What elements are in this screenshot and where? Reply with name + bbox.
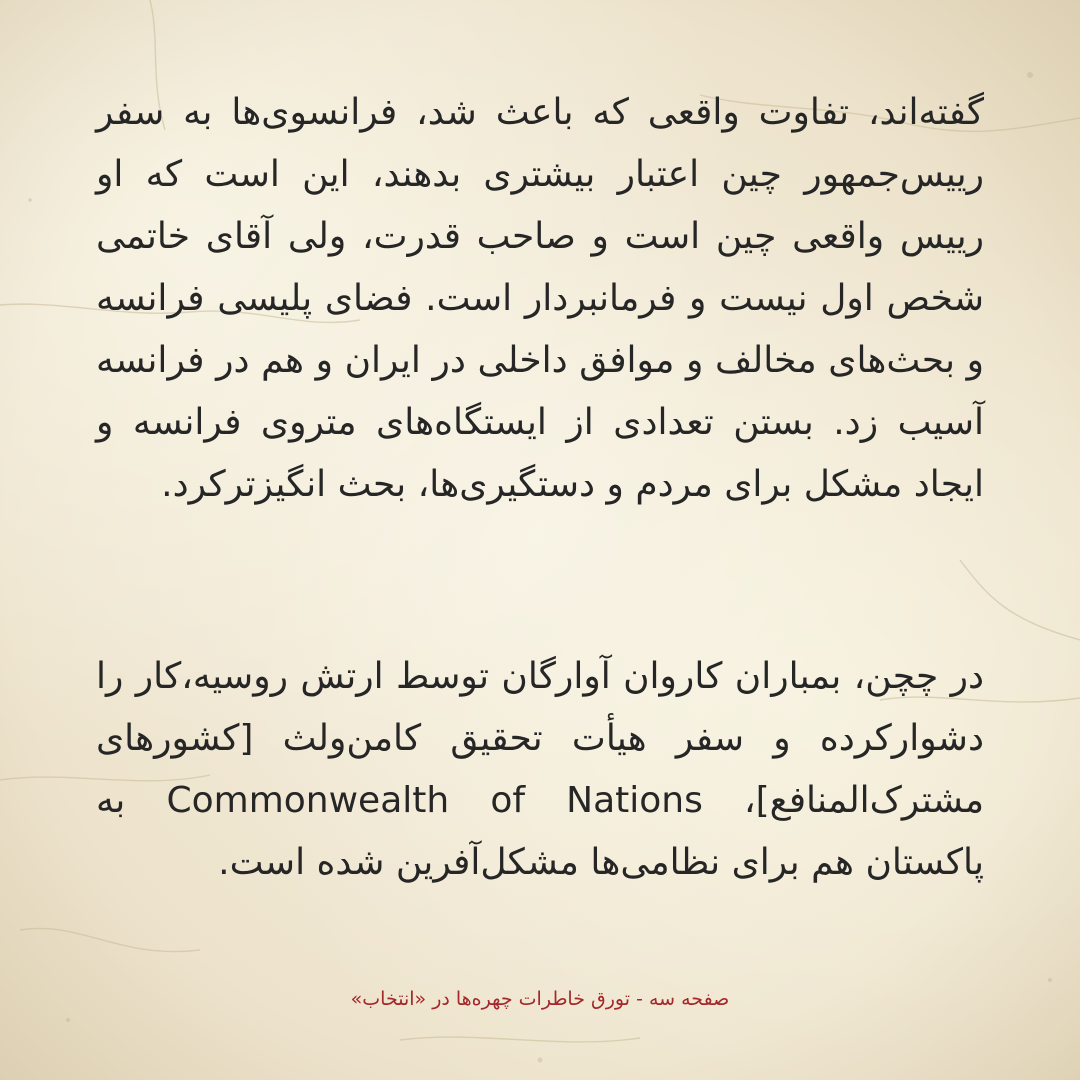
- paragraph-2: در چچن، بمباران کاروان آوارگان توسط ارتش روسیه،کار را دشوارکرده و سفر هیأت تحقیق کامن‌ولث [کشورهای مشترک‌المنافع]، Commonwealth of Nations به پاکستان هم برای نظامی‌ها مشکل‌آفرین شده است.: [96, 656, 985, 883]
- page-footer: صفحه سه - تورق خاطرات چهره‌ها در «انتخاب»: [350, 988, 730, 1010]
- paragraph-1: گفته‌اند، تفاوت واقعی که باعث شد، فرانسوی‌ها به سفر رییس‌جمهور چین اعتبار بیشتری بدهند، این است که او رییس واقعی چین است و صاحب قدرت، ولی آقای خاتمی شخص اول نیست و فرمانبردار است. فضای پلیسی فرانسه و بحث‌های مخالف و موافق داخلی در ایران و هم در فرانسه آسیب زد. بستن تعدادی از ایستگاه‌های متروی فرانسه و ایجاد مشکل برای مردم و دستگیری‌ها، بحث انگیزترکرد.: [96, 92, 984, 505]
